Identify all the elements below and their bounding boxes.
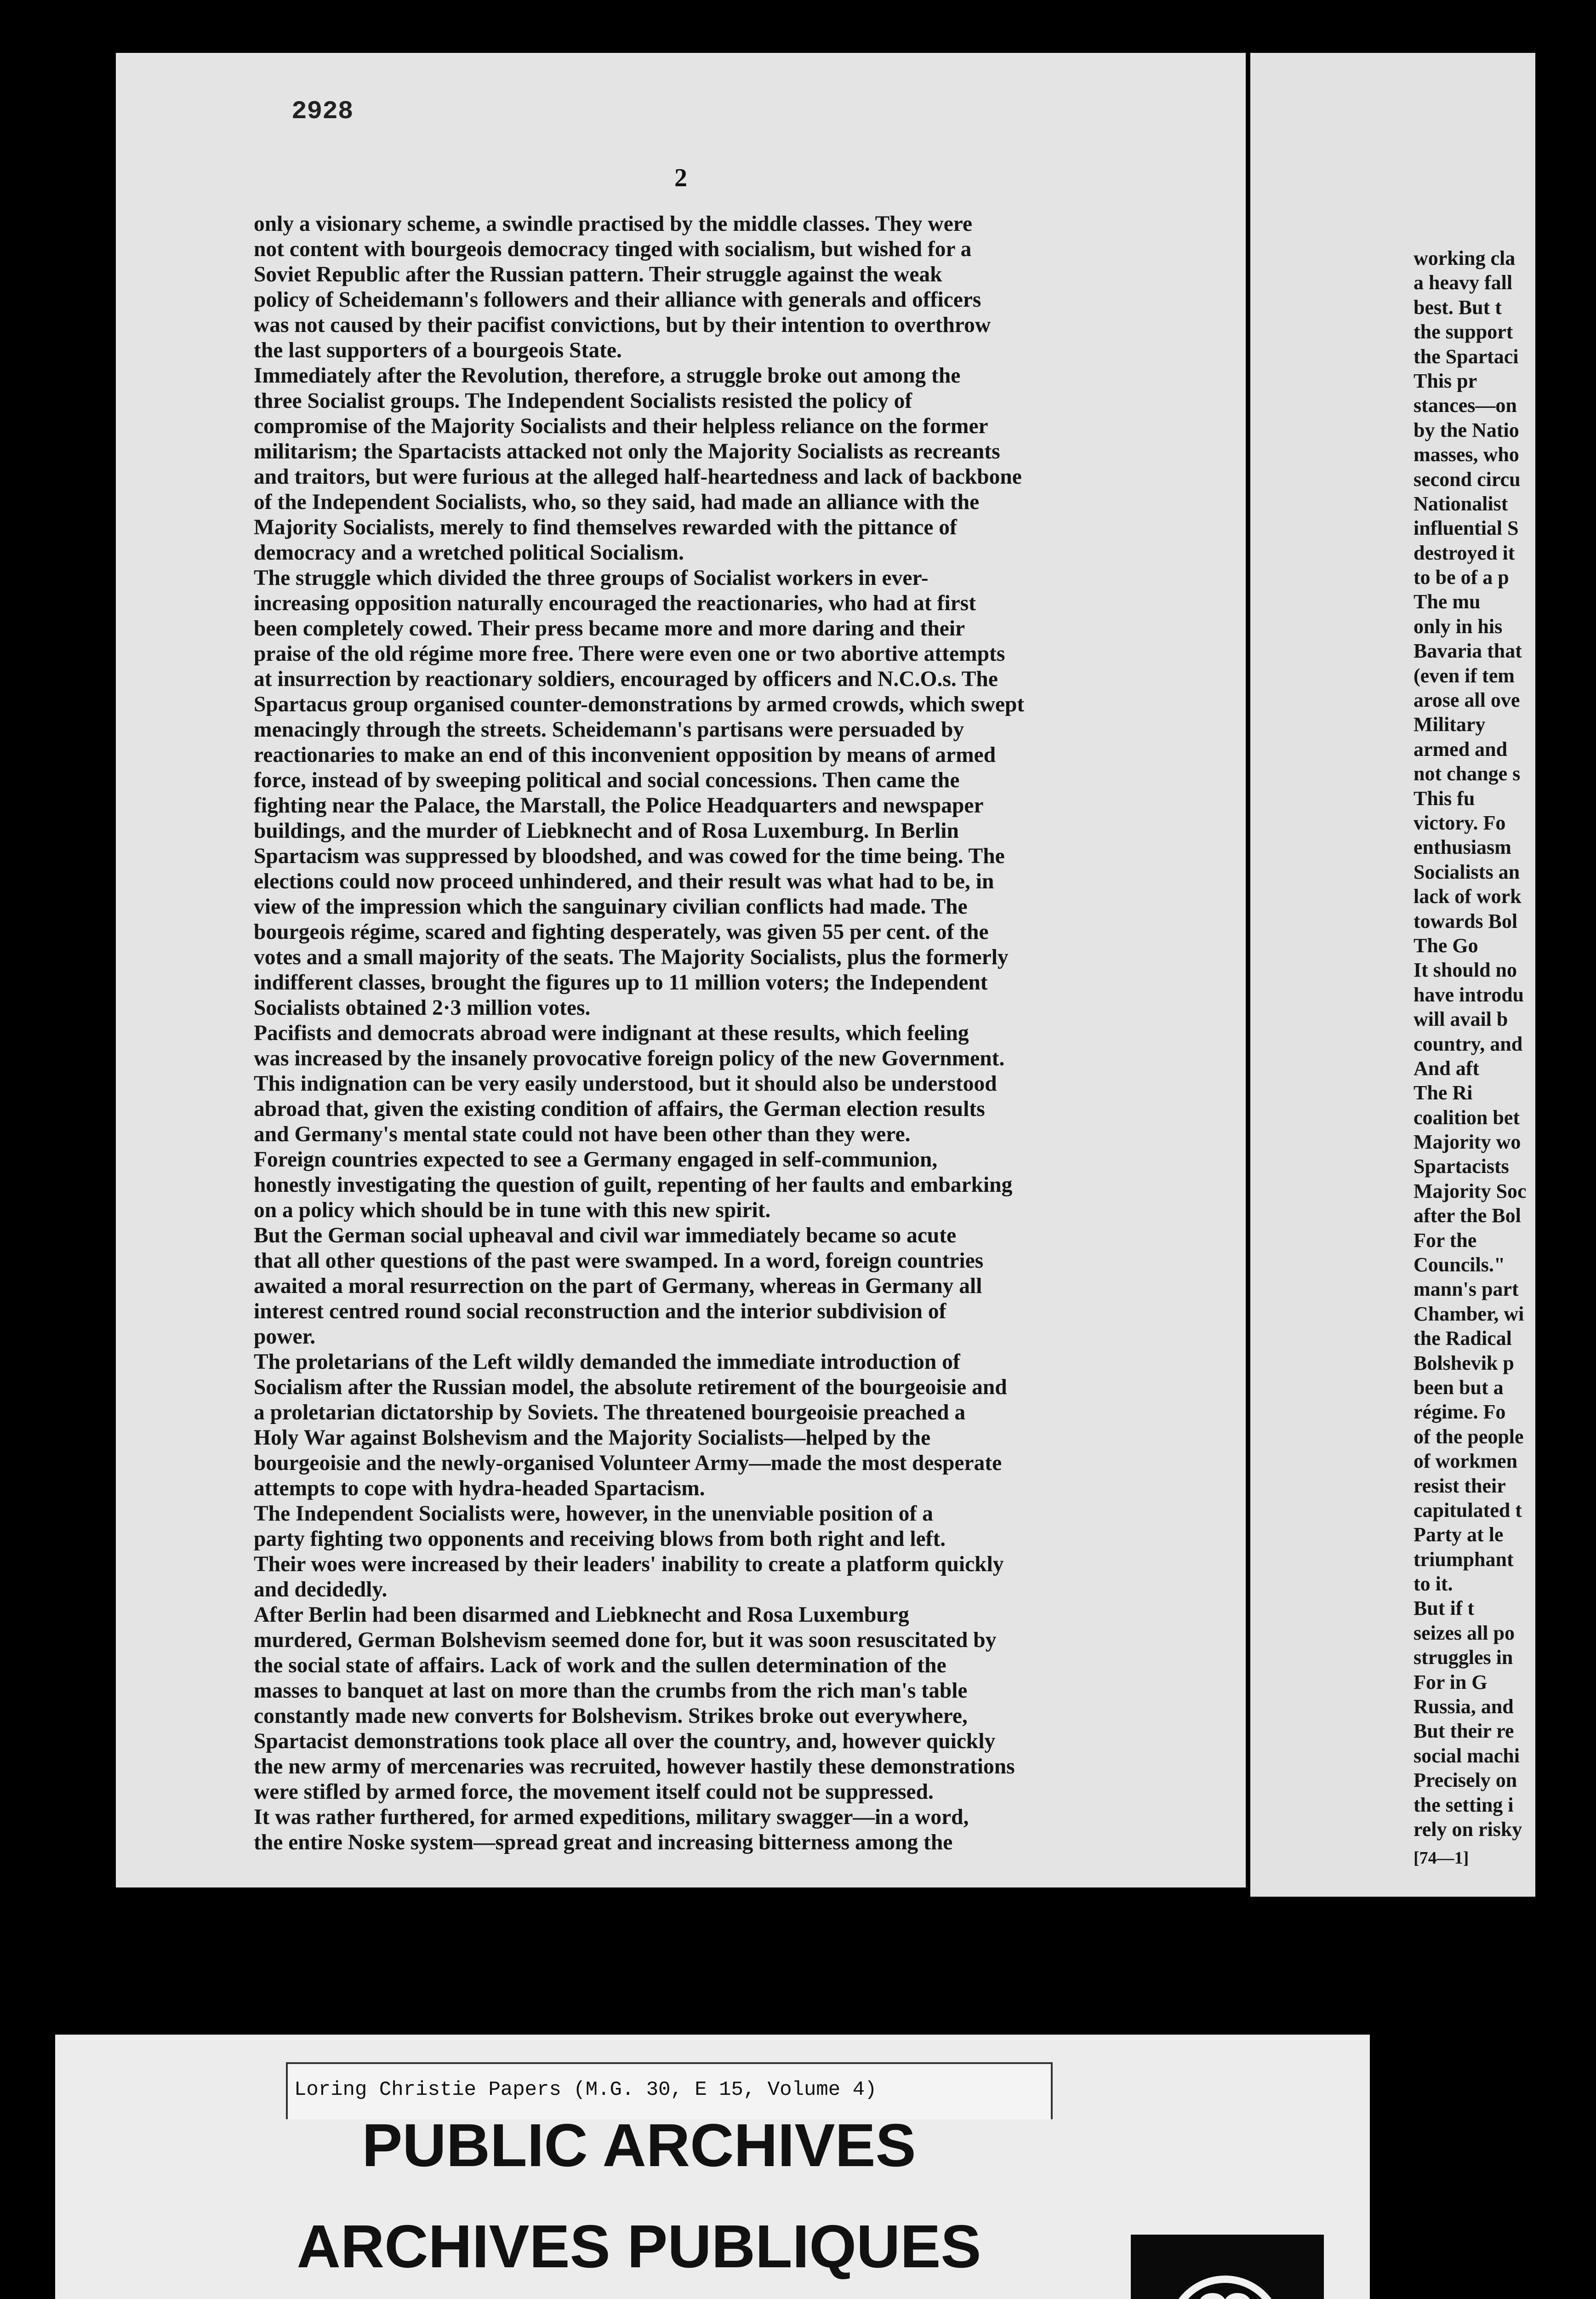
adjacent-page [1250, 53, 1535, 1897]
archives-logo-icon [1131, 2235, 1324, 2299]
adjacent-page-line: masses, who [1414, 443, 1519, 466]
adjacent-page-line: to be of a p [1414, 566, 1509, 589]
adjacent-page-text [1414, 246, 1535, 1871]
paragraph-1: only a visionary scheme, a swindle practised by the middle classes. They were not content with bourgeois democracy tinged with socialism, but wished for a Soviet Republic after the Russian pattern. Their struggle against the weak policy of Scheidemann's followers and their alliance with generals and officers was not caused by their pacifist convictions, but by their intention to overthrow the last supporters of a bourgeois State. [254, 212, 991, 362]
adjacent-page-line: Councils." [1414, 1253, 1505, 1276]
adjacent-page-line: Russia, and [1414, 1695, 1514, 1718]
adjacent-page-line: The Ri [1414, 1081, 1473, 1104]
page-number: 2 [674, 164, 687, 192]
adjacent-page-line: of workmen [1414, 1450, 1518, 1473]
adjacent-page-line: the Radical [1414, 1327, 1512, 1350]
adjacent-page-line: struggles in [1414, 1646, 1513, 1669]
page-id-stamp: 2928 [291, 97, 353, 126]
paragraph-8: The Independent Socialists were, however, in the unenviable position of a party fighting two opponents and receiving blows from both right and left. Their woes were increased by their leaders' inability to create a platform quickly and decidedly. [254, 1502, 1004, 1601]
adjacent-page-line: For the [1414, 1229, 1477, 1252]
adjacent-page-line: arose all ove [1414, 689, 1520, 712]
adjacent-page-line: This fu [1414, 787, 1475, 810]
adjacent-page-line: towards Bol [1414, 909, 1518, 932]
body-text [254, 212, 1214, 1855]
adjacent-page-line: Majority Soc [1414, 1179, 1527, 1202]
adjacent-page-line: destroyed it [1414, 541, 1515, 564]
adjacent-page-line: been but a [1414, 1376, 1504, 1399]
document-page [116, 53, 1246, 1887]
adjacent-page-line: resist their [1414, 1474, 1506, 1497]
adjacent-page-line: the support [1414, 320, 1513, 343]
adjacent-page-line: The Go [1414, 934, 1478, 957]
paragraph-4: Pacifists and democrats abroad were indignant at these results, which feeling was increased by the insanely provocative foreign policy of the new Government. This indignation can be very easily understood, but it should also be understood abroad that, given the existing condition of affairs, the German election results and Germany's mental state could not have been other than they were. [254, 1021, 1005, 1146]
paragraph-6: But the German social upheaval and civil war immediately became so acute that all other questions of the past were swamped. In a word, foreign countries awaited a moral resurrection on the part of Germany, whereas in Germany all interest centred round social reconstruction and the interior subdivision of power. [254, 1224, 984, 1349]
adjacent-page-line: Precisely on [1414, 1769, 1517, 1792]
adjacent-page-line: capitulated t [1414, 1498, 1522, 1521]
adjacent-page-line: enthusiasm [1414, 836, 1511, 859]
adjacent-page-line: country, and [1414, 1032, 1523, 1055]
adjacent-page-line: But if t [1414, 1597, 1474, 1620]
adjacent-page-line: second circu [1414, 468, 1521, 491]
adjacent-page-line: Nationalist [1414, 492, 1508, 515]
paragraph-7: The proletarians of the Left wildly demanded the immediate introduction of Socialism after the Russian model, the absolute retirement of the bourgeoisie and a proletarian dictatorship by Soviets. The threatened bourgeoisie preached a Holy War against Bolshevism and the Majority Socialists—helped by the bourgeoisie and the newly-organised Volunteer Army—made the most desperate attempts to cope with hydra-headed Spartacism. [254, 1350, 1007, 1500]
adjacent-page-line: after the Bol [1414, 1204, 1521, 1227]
adjacent-page-line: Socialists an [1414, 860, 1520, 883]
archive-title-en: PUBLIC ARCHIVES [362, 2111, 916, 2179]
adjacent-page-line: influential S [1414, 517, 1519, 540]
adjacent-page-line: Majority wo [1414, 1131, 1521, 1154]
adjacent-page-line: rely on risky [1414, 1818, 1522, 1841]
paragraph-5: Foreign countries expected to see a Germany engaged in self-communion, honestly investigating the question of guilt, repenting of her faults and embarking on a policy which should be in tune with this new spirit. [254, 1148, 1013, 1222]
archives-logo [1131, 2235, 1324, 2299]
adjacent-page-line: social machi [1414, 1744, 1520, 1767]
adjacent-page-line: victory. Fo [1414, 811, 1506, 834]
adjacent-page-line: triumphant [1414, 1548, 1514, 1571]
adjacent-page-line: [74—1] [1414, 1848, 1469, 1868]
adjacent-page-line: This pr [1414, 369, 1477, 392]
adjacent-page-line: (even if tem [1414, 664, 1515, 687]
paragraph-2: Immediately after the Revolution, therefore, a struggle broke out among the three Socialist groups. The Independent Socialists resisted the policy of compromise of the Majority Socialists and their helpless reliance on the former militarism; the Spartacists attacked not only the Majority Socialists as recreants and traitors, but were furious at the alleged half-heartedness and lack of backbone of the Independent Socialists, who, so they said, had made an alliance with the Majority Socialists, merely to find themselves rewarded with the pittance of democracy and a wretched political Socialism. [254, 364, 1022, 565]
adjacent-page-line: Party at le [1414, 1523, 1504, 1546]
adjacent-page-line: will avail b [1414, 1008, 1508, 1031]
adjacent-page-line: For in G [1414, 1670, 1488, 1693]
adjacent-page-line: Military [1414, 713, 1486, 736]
adjacent-page-line: of the people [1414, 1425, 1524, 1448]
adjacent-page-line: Bavaria that [1414, 640, 1522, 663]
adjacent-page-line: by the Natio [1414, 418, 1519, 441]
paragraph-10: It was rather furthered, for armed expeditions, military swagger—in a word, the entire Noske system—spread great and increasing bitterness among the [254, 1805, 969, 1854]
adjacent-page-line: the setting i [1414, 1793, 1514, 1816]
adjacent-page-line: working cla [1414, 247, 1516, 269]
adjacent-page-line: Bolshevik p [1414, 1351, 1514, 1374]
adjacent-page-line: to it. [1414, 1573, 1453, 1596]
adjacent-page-line: Spartacists [1414, 1155, 1509, 1178]
adjacent-page-line: best. But t [1414, 296, 1502, 319]
adjacent-page-line: And aft [1414, 1057, 1480, 1080]
adjacent-page-line: coalition bet [1414, 1106, 1520, 1129]
adjacent-page-line: not change s [1414, 762, 1521, 785]
collection-reference: Loring Christie Papers (M.G. 30, E 15, Volume 4) [294, 2078, 877, 2101]
adjacent-page-line: seizes all po [1414, 1621, 1515, 1644]
archive-title-fr: ARCHIVES PUBLIQUES [296, 2213, 981, 2280]
adjacent-page-line: lack of work [1414, 885, 1522, 908]
paragraph-3: The struggle which divided the three groups of Socialist workers in ever- increasing opposition naturally encouraged the reactionaries, who had at first been completely cowed. Their press became more and more daring and their praise of the old régime more free. There were even one or two abortive attempts at insurrection by reactionary soldiers, encouraged by officers and N.C.O.s. The Spartacus group organised counter-demonstrations by armed crowds, which swept menacingly through the streets. Scheidemann's partisans were persuaded by reactionaries to make an end of this inconvenient opposition by means of armed force, instead of by sweeping political and social concessions. Then came the fighting near the Palace, the Marstall, the Police Headquarters and newspaper buildings, and the murder of Liebknecht and of Rosa Luxemburg. In Berlin Spartacism was suppressed by bloodshed, and was cowed for the time being. The elections could now proceed unhindered, and their result was what had to be, in view of the impression which the sanguinary civilian conflicts had made. The bourgeois régime, scared and fighting desperately, was given 55 per cent. of the votes and a small majority of the seats. The Majority Socialists, plus the formerly indifferent classes, brought the figures up to 11 million voters; the Independent Socialists obtained 2·3 million votes. [254, 566, 1025, 1020]
adjacent-page-line: Chamber, wi [1414, 1302, 1524, 1325]
adjacent-page-line: a heavy fall [1414, 271, 1513, 294]
adjacent-page-line: régime. Fo [1414, 1401, 1506, 1424]
adjacent-page-line: It should no [1414, 959, 1517, 982]
adjacent-page-line: stances—on [1414, 394, 1517, 417]
adjacent-page-line: mann's part [1414, 1278, 1519, 1301]
adjacent-page-line: The mu [1414, 590, 1481, 613]
adjacent-page-line: have introdu [1414, 983, 1524, 1006]
adjacent-page-line: But their re [1414, 1720, 1514, 1743]
adjacent-page-line: only in his [1414, 615, 1503, 638]
adjacent-page-line: the Spartaci [1414, 345, 1519, 368]
adjacent-page-line: armed and [1414, 738, 1508, 761]
paragraph-9: After Berlin had been disarmed and Liebknecht and Rosa Luxemburg murdered, German Bolshevism seemed done for, but it was soon resuscitated by the social state of affairs. Lack of work and the sullen determination of the masses to banquet at last on more than the crumbs from the rich man's table constantly made new converts for Bolshevism. Strikes broke out everywhere, Spartacist demonstrations took place all over the country, and, however quickly the new army of mercenaries was recruited, however hastily these demonstrations were stifled by armed force, the movement itself could not be suppressed. [254, 1603, 1015, 1804]
